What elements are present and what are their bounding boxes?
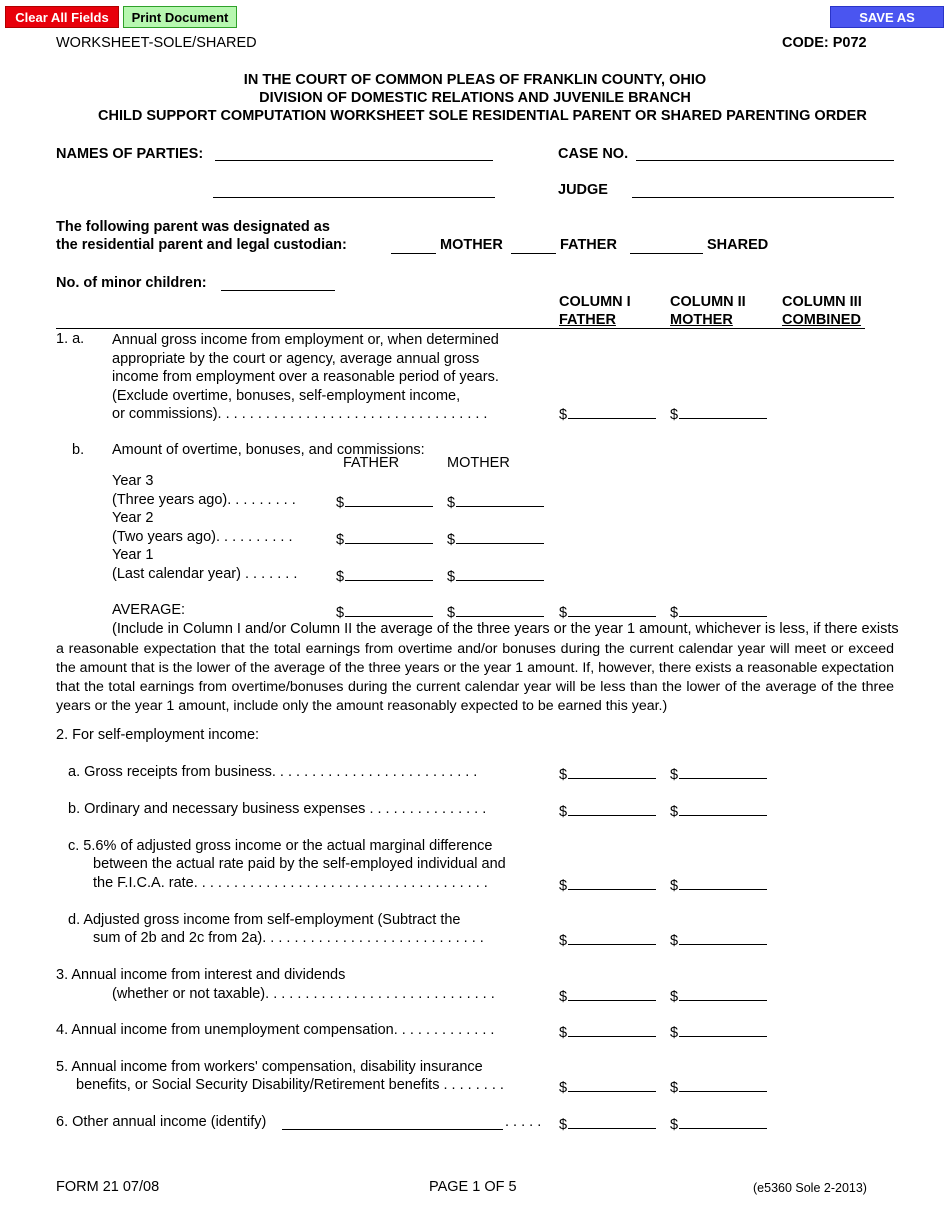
item-1a-line2: appropriate by the court or agency, average annual gross — [112, 350, 480, 367]
judge-label: JUDGE — [558, 182, 608, 198]
item-1a-father-field[interactable] — [559, 404, 656, 423]
item-5-father-field[interactable] — [559, 1077, 656, 1096]
item-2b-mother-field[interactable] — [670, 801, 767, 820]
amount-blank[interactable] — [679, 875, 767, 890]
year-3-label: Year 3 — [112, 473, 154, 489]
division-title: DIVISION OF DOMESTIC RELATIONS AND JUVENILE BRANCH — [259, 90, 691, 106]
amount-blank[interactable] — [345, 529, 433, 544]
amount-blank[interactable] — [679, 930, 767, 945]
dollar-sign: $ — [670, 1025, 679, 1041]
dollar-sign: $ — [559, 605, 568, 621]
column-1-subtitle: FATHER — [559, 312, 616, 328]
names-of-parties-label: NAMES OF PARTIES: — [56, 146, 204, 162]
year-1-mother-field[interactable] — [447, 566, 544, 585]
shared-option-label: SHARED — [707, 237, 769, 253]
year-2-label: Year 2 — [112, 510, 154, 526]
item-3-father-field[interactable] — [559, 986, 656, 1005]
item-2a-mother-field[interactable] — [670, 764, 767, 783]
item-1a-line1: Annual gross income from employment or, when determined — [112, 332, 499, 348]
party-name-2-field[interactable] — [213, 197, 495, 198]
mother-designation-field[interactable] — [391, 253, 436, 254]
item-2c-line1: c. 5.6% of adjusted gross income or the actual marginal difference — [68, 838, 493, 854]
year-2-desc: (Two years ago). . . . . . . . . . — [112, 529, 293, 545]
item-2a-father-field[interactable] — [559, 764, 656, 783]
average-column-2-field[interactable] — [670, 602, 767, 621]
form-type-label: WORKSHEET-SOLE/SHARED — [56, 35, 257, 51]
minor-children-label: No. of minor children: — [56, 275, 207, 291]
average-father-field[interactable] — [336, 602, 433, 621]
case-number-label: CASE NO. — [558, 146, 629, 162]
residential-label-line2: the residential parent and legal custodian: — [56, 237, 347, 253]
amount-blank[interactable] — [345, 566, 433, 581]
dollar-sign: $ — [336, 569, 345, 585]
item-6-mother-field[interactable] — [670, 1114, 767, 1133]
residential-label-line1: The following parent was designated as — [56, 219, 330, 235]
dollar-sign: $ — [559, 407, 568, 423]
page-number: PAGE 1 OF 5 — [429, 1179, 517, 1195]
item-2d-line2: sum of 2b and 2c from 2a). . . . . . . . . . . . . . . . . . . . . . . . . . . . — [93, 930, 484, 946]
amount-blank[interactable] — [679, 986, 767, 1001]
year-3-mother-field[interactable] — [447, 492, 544, 511]
column-3-subtitle: COMBINED — [782, 312, 861, 328]
item-2-label: 2. For self-employment income: — [56, 727, 260, 743]
average-note-body: a reasonable expectation that the total earnings from overtime and/or bonuses during the current calendar year will meet or exceed the amount that is the lower of the average of the three years or the year 1 amount. If, however, there exists a reasonable expectation that the total earnings from overtime/bonuses during the current calendar year will be less than the lower of the average of the three years or the year 1 amount, include only the amount reasonably expected to be earned this year.) — [56, 641, 894, 714]
item-4-mother-field[interactable] — [670, 1022, 767, 1041]
amount-blank[interactable] — [568, 1077, 656, 1092]
item-2c-father-field[interactable] — [559, 875, 656, 894]
dollar-sign: $ — [670, 804, 679, 820]
average-label: AVERAGE: — [112, 602, 186, 618]
dollar-sign: $ — [559, 1025, 568, 1041]
item-2a-label: a. Gross receipts from business. . . . . . . . . . . . . . . . . . . . . . . . . . — [68, 764, 478, 780]
average-mother-field[interactable] — [447, 602, 544, 621]
amount-blank[interactable] — [456, 602, 544, 617]
column-1-header — [559, 293, 631, 329]
amount-blank[interactable] — [568, 875, 656, 890]
dollar-sign: $ — [670, 407, 679, 423]
year-3-father-field[interactable] — [336, 492, 433, 511]
year-1-label: Year 1 — [112, 547, 154, 563]
dollar-sign: $ — [336, 532, 345, 548]
dollar-sign: $ — [336, 605, 345, 621]
item-6-dots: . . . . . — [505, 1114, 542, 1130]
item-1a-number: 1. a. — [56, 331, 85, 347]
minor-children-field[interactable] — [221, 290, 335, 291]
item-1b-father-header: FATHER — [343, 455, 400, 471]
average-note-first-line: (Include in Column I and/or Column II the average of the three years or the year 1 amount, whichever is less, if there exists — [112, 621, 899, 637]
dollar-sign: $ — [670, 878, 679, 894]
form-code: CODE: P072 — [782, 35, 867, 51]
amount-blank[interactable] — [679, 1114, 767, 1129]
item-6-father-field[interactable] — [559, 1114, 656, 1133]
dollar-sign: $ — [670, 933, 679, 949]
form-number: FORM 21 07/08 — [56, 1179, 160, 1195]
item-1b-number: b. — [72, 442, 85, 458]
amount-blank[interactable] — [456, 492, 544, 507]
dollar-sign: $ — [670, 1080, 679, 1096]
amount-blank[interactable] — [679, 764, 767, 779]
item-6-identify-field[interactable] — [282, 1129, 503, 1130]
father-option-label: FATHER — [560, 237, 617, 253]
item-5-line1: 5. Annual income from workers' compensation, disability insurance — [56, 1059, 483, 1075]
item-5-mother-field[interactable] — [670, 1077, 767, 1096]
save-as-button[interactable]: SAVE AS — [830, 6, 944, 28]
dollar-sign: $ — [447, 532, 456, 548]
column-3-header — [782, 293, 862, 329]
party-name-1-field[interactable] — [215, 160, 493, 161]
item-1a-line4: (Exclude overtime, bonuses, self-employment income, — [112, 387, 461, 404]
dollar-sign: $ — [559, 878, 568, 894]
dollar-sign: $ — [447, 605, 456, 621]
item-1b-mother-header: MOTHER — [447, 455, 510, 471]
column-2-subtitle: MOTHER — [670, 312, 733, 328]
item-3-line2: (whether or not taxable). . . . . . . . . . . . . . . . . . . . . . . . . . . . . — [112, 986, 495, 1002]
print-document-button[interactable]: Print Document — [123, 6, 237, 28]
dollar-sign: $ — [559, 1080, 568, 1096]
amount-blank[interactable] — [679, 404, 767, 419]
amount-blank[interactable] — [568, 930, 656, 945]
item-2c-mother-field[interactable] — [670, 875, 767, 894]
dollar-sign: $ — [336, 495, 345, 511]
amount-blank[interactable] — [456, 566, 544, 581]
amount-blank[interactable] — [679, 602, 767, 617]
father-designation-field[interactable] — [511, 253, 556, 254]
clear-all-fields-button[interactable]: Clear All Fields — [5, 6, 119, 28]
shared-designation-field[interactable] — [630, 253, 703, 254]
year-1-desc: (Last calendar year) . . . . . . . — [112, 566, 298, 582]
item-5-line2: benefits, or Social Security Disability/Retirement benefits . . . . . . . . — [76, 1077, 504, 1093]
year-2-mother-field[interactable] — [447, 529, 544, 548]
item-3-mother-field[interactable] — [670, 986, 767, 1005]
item-2d-father-field[interactable] — [559, 930, 656, 949]
item-6-label: 6. Other annual income (identify) — [56, 1114, 267, 1130]
item-1a-mother-field[interactable] — [670, 404, 767, 423]
amount-blank[interactable] — [568, 602, 656, 617]
amount-blank[interactable] — [568, 404, 656, 419]
dollar-sign: $ — [447, 569, 456, 585]
amount-blank[interactable] — [568, 801, 656, 816]
item-1b-label: Amount of overtime, bonuses, and commissions: — [112, 442, 425, 458]
amount-blank[interactable] — [679, 1077, 767, 1092]
item-2d-mother-field[interactable] — [670, 930, 767, 949]
item-2b-father-field[interactable] — [559, 801, 656, 820]
amount-blank[interactable] — [679, 801, 767, 816]
column-1-title: COLUMN I — [559, 294, 631, 310]
dollar-sign: $ — [670, 1117, 679, 1133]
amount-blank[interactable] — [568, 1022, 656, 1037]
year-3-desc: (Three years ago). . . . . . . . . — [112, 492, 296, 508]
judge-field[interactable] — [632, 197, 894, 198]
item-1a-line3: income from employment over a reasonable period of years. — [112, 369, 499, 385]
item-4-father-field[interactable] — [559, 1022, 656, 1041]
dollar-sign: $ — [559, 1117, 568, 1133]
court-title: IN THE COURT OF COMMON PLEAS OF FRANKLIN COUNTY, OHIO — [243, 72, 707, 88]
dollar-sign: $ — [447, 495, 456, 511]
dollar-sign: $ — [670, 989, 679, 1005]
item-2d-line1: d. Adjusted gross income from self-employment (Subtract the — [68, 912, 461, 928]
amount-blank[interactable] — [568, 1114, 656, 1129]
year-1-father-field[interactable] — [336, 566, 433, 585]
amount-blank[interactable] — [568, 986, 656, 1001]
item-1a-text — [112, 331, 499, 424]
dollar-sign: $ — [559, 804, 568, 820]
item-2c-line3: the F.I.C.A. rate. . . . . . . . . . . . . . . . . . . . . . . . . . . . . . . . . . . . . — [93, 875, 488, 891]
amount-blank[interactable] — [345, 492, 433, 507]
item-4-label: 4. Annual income from unemployment compensation. . . . . . . . . . . . . — [56, 1022, 495, 1038]
item-2c-line2: between the actual rate paid by the self-employed individual and — [93, 856, 506, 872]
year-2-father-field[interactable] — [336, 529, 433, 548]
dollar-sign: $ — [559, 933, 568, 949]
amount-blank[interactable] — [456, 529, 544, 544]
column-3-title: COLUMN III — [782, 294, 862, 310]
item-2b-label: b. Ordinary and necessary business expenses . . . . . . . . . . . . . . . — [68, 801, 487, 817]
average-column-1-field[interactable] — [559, 602, 656, 621]
amount-blank[interactable] — [568, 764, 656, 779]
amount-blank[interactable] — [345, 602, 433, 617]
dollar-sign: $ — [670, 605, 679, 621]
column-2-title: COLUMN II — [670, 294, 746, 310]
mother-option-label: MOTHER — [440, 237, 503, 253]
form-reference: (e5360 Sole 2-2013) — [753, 1181, 867, 1195]
dollar-sign: $ — [670, 767, 679, 783]
header-divider — [56, 328, 865, 329]
dollar-sign: $ — [559, 989, 568, 1005]
column-2-header — [670, 293, 746, 329]
item-3-line1: 3. Annual income from interest and dividends — [56, 967, 346, 983]
amount-blank[interactable] — [679, 1022, 767, 1037]
case-number-field[interactable] — [636, 160, 894, 161]
worksheet-title: CHILD SUPPORT COMPUTATION WORKSHEET SOLE RESIDENTIAL PARENT OR SHARED PARENTING ORDER — [98, 108, 867, 124]
item-1a-line5: or commissions). . . . . . . . . . . . . . . . . . . . . . . . . . . . . . . . . . — [112, 406, 488, 422]
dollar-sign: $ — [559, 767, 568, 783]
